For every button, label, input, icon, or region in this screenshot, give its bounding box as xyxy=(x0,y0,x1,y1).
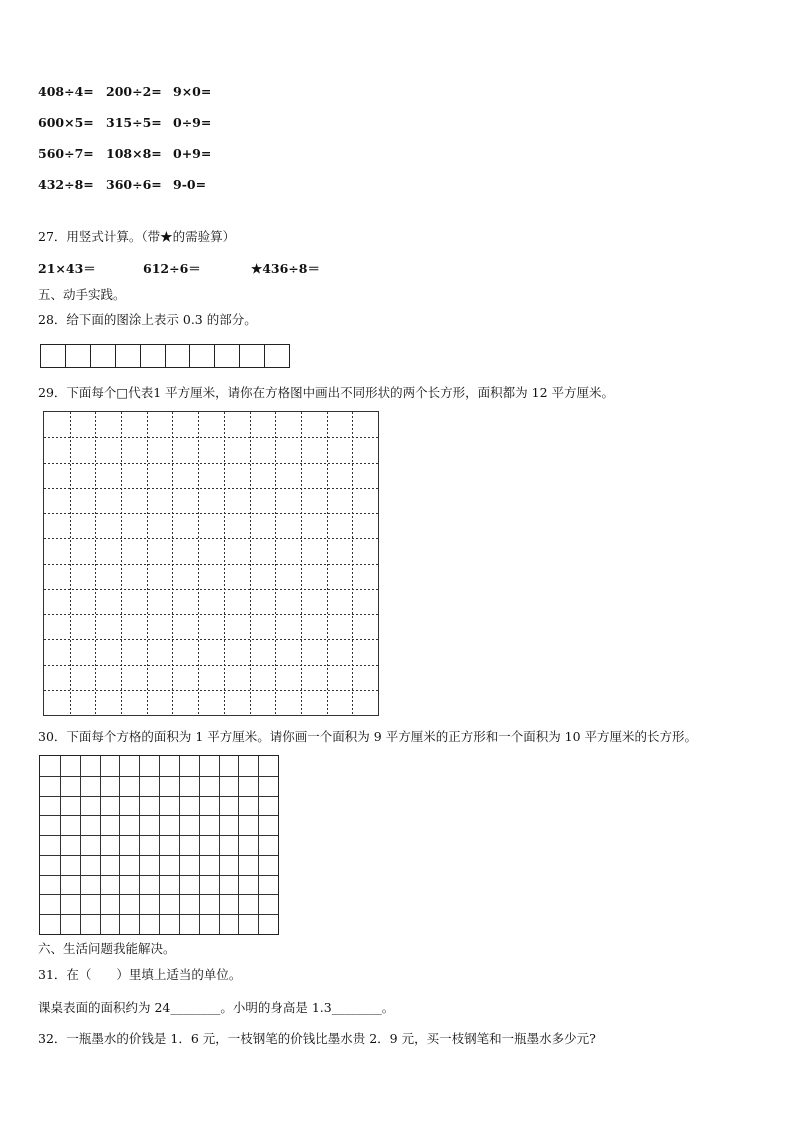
strip-box[interactable] xyxy=(91,345,116,367)
dashed-square-grid[interactable] xyxy=(43,411,379,716)
strip-box[interactable] xyxy=(116,345,141,367)
solid-grid-lines xyxy=(40,756,278,934)
calc-408-div-4: 408÷4= xyxy=(38,84,94,99)
calc-600-times-5: 600×5= xyxy=(38,115,94,130)
calc-200-div-2: 200÷2= xyxy=(106,84,162,99)
q27-item-436div8: ★436÷8＝ xyxy=(251,261,320,276)
strip-box[interactable] xyxy=(141,345,166,367)
strip-box[interactable] xyxy=(190,345,215,367)
q27-item-21x43: 21×43＝ xyxy=(38,261,96,276)
calc-0-div-9: 0÷9= xyxy=(173,115,212,130)
calc-315-div-5: 315÷5= xyxy=(106,115,162,130)
section-6-heading: 六、生活问题我能解决。 xyxy=(38,941,176,956)
question-29-prompt: 29．下面每个□代表1 平方厘米，请你在方格图中画出不同形状的两个长方形，面积都为 12 平方厘米。 xyxy=(38,385,614,400)
strip-box[interactable] xyxy=(215,345,240,367)
calc-9-minus-0: 9-0= xyxy=(173,177,207,192)
solid-square-grid[interactable] xyxy=(39,755,279,935)
strip-box[interactable] xyxy=(41,345,66,367)
calc-0-plus-9: 0+9= xyxy=(173,146,212,161)
calc-560-div-7: 560÷7= xyxy=(38,146,94,161)
strip-box[interactable] xyxy=(240,345,265,367)
q27-item-612div6: 612÷6＝ xyxy=(143,261,201,276)
question-31-fill-line: 课桌表面的面积约为 24________。小明的身高是 1.3________。 xyxy=(38,1000,395,1015)
question-28-prompt: 28．给下面的图涂上表示 0.3 的部分。 xyxy=(38,312,257,327)
strip-box[interactable] xyxy=(66,345,91,367)
calc-9-times-0: 9×0= xyxy=(173,84,212,99)
question-32-prompt: 32．一瓶墨水的价钱是 1．6 元，一枝钢笔的价钱比墨水贵 2．9 元，买一枝钢笔和一瓶墨水多少元? xyxy=(38,1031,596,1046)
section-5-heading: 五、动手实践。 xyxy=(38,287,126,302)
calc-432-div-8: 432÷8= xyxy=(38,177,94,192)
question-31-prompt: 31．在（ ）里填上适当的单位。 xyxy=(38,967,242,982)
strip-box[interactable] xyxy=(166,345,191,367)
question-30-prompt: 30．下面每个方格的面积为 1 平方厘米。请你画一个面积为 9 平方厘米的正方形和一个面积为 10 平方厘米的长方形。 xyxy=(38,729,698,744)
question-27-prompt: 27．用竖式计算。（带★的需验算） xyxy=(38,229,236,244)
calc-360-div-6: 360÷6= xyxy=(106,177,162,192)
strip-box[interactable] xyxy=(265,345,289,367)
ten-box-strip[interactable] xyxy=(40,344,290,368)
calc-108-times-8: 108×8= xyxy=(106,146,162,161)
dashed-grid-lines xyxy=(44,412,378,715)
